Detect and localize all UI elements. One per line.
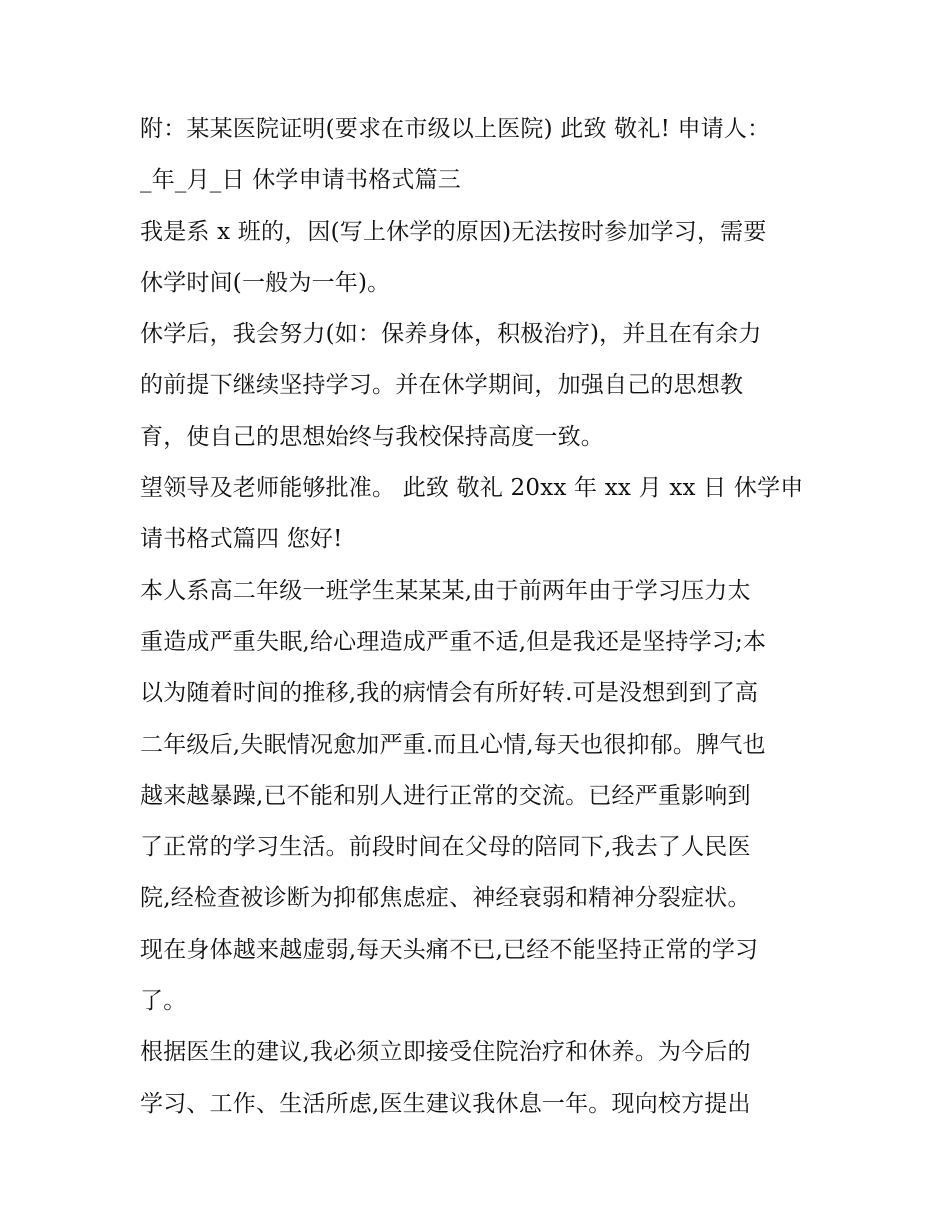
text-line: 院,经检查被诊断为抑郁焦虑症、神经衰弱和精神分裂症状。 <box>140 885 751 912</box>
text-line: 附：某某医院证明(要求在市级以上医院) 此致 敬礼! 申请人： <box>140 116 771 142</box>
text-line: 以为随着时间的推移,我的病情会有所好转.可是没想到到了高 <box>140 680 759 707</box>
text-line: 越来越暴躁,已不能和别人进行正常的交流。已经严重影响到 <box>140 782 751 809</box>
text-line: 育，使自己的思想始终与我校保持高度一致。 <box>140 423 604 450</box>
text-line: 了正常的学习生活。前段时间在父母的陪同下,我去了人民医 <box>140 834 751 861</box>
document-body <box>140 104 820 1130</box>
text-line: 了。 <box>140 988 187 1015</box>
text-line: 休学后，我会努力(如：保养身体，积极治疗)，并且在有余力 <box>140 321 762 348</box>
text-line: 根据医生的建议,我必须立即接受住院治疗和休养。为今后的 <box>140 1039 751 1066</box>
text-line: 望领导及老师能够批准。 此致 敬礼 20xx 年 xx 月 xx 日 休学申 <box>140 475 804 502</box>
text-line: 重造成严重失眠,给心理造成严重不适,但是我还是坚持学习;本 <box>140 628 767 655</box>
text-line: 的前提下继续坚持学习。并在休学期间，加强自己的思想教 <box>140 372 744 399</box>
text-line: 请书格式篇四 您好! <box>140 526 343 553</box>
text-line: 现在身体越来越虚弱,每天头痛不已,已经不能坚持正常的学习 <box>140 936 759 963</box>
text-line: 休学时间(一般为一年)。 <box>140 269 391 296</box>
text-line: 我是系 x 班的，因(写上休学的原因)无法按时参加学习，需要 <box>140 218 767 245</box>
text-line: 学习、工作、生活所虑,医生建议我休息一年。现向校方提出 <box>140 1090 751 1117</box>
text-line: _年_月_日 休学申请书格式篇三 <box>140 167 462 194</box>
text-line: 二年级后,失眠情况愈加严重.而且心情,每天也很抑郁。脾气也 <box>140 731 766 758</box>
text-line: 本人系高二年级一班学生某某某,由于前两年由于学习压力太 <box>140 577 751 604</box>
